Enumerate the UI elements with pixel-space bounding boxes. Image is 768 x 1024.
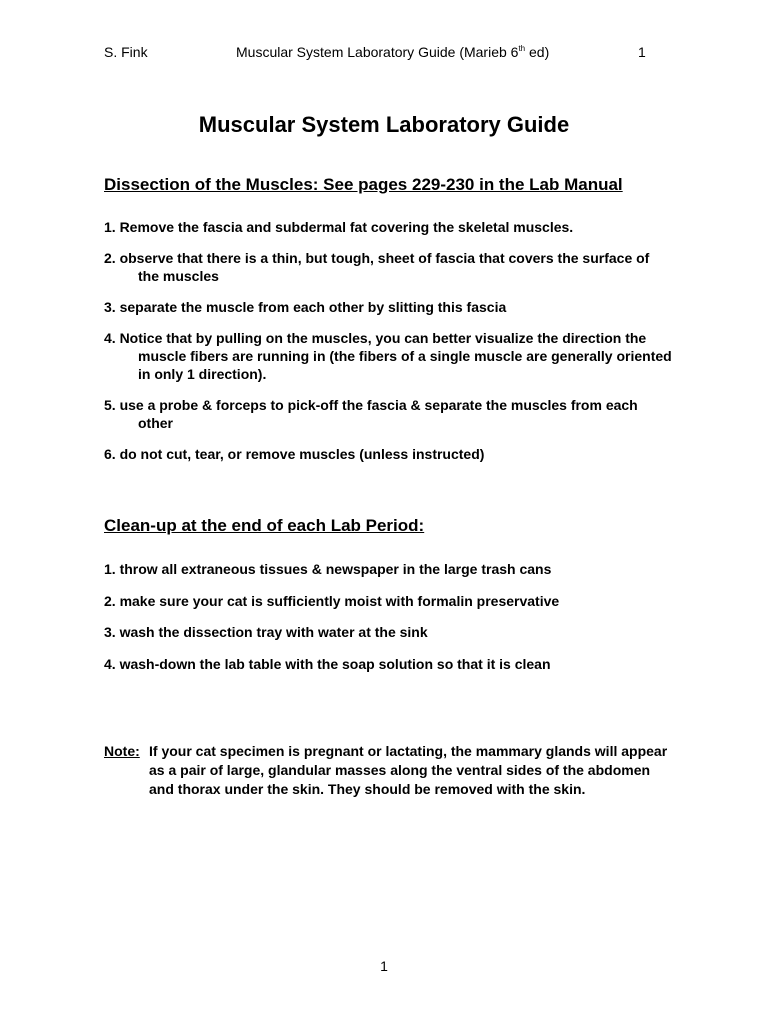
list-item: 3. separate the muscle from each other by slitting this fascia <box>104 299 507 315</box>
header-title <box>236 44 549 60</box>
list-item: 1. throw all extraneous tissues & newspaper in the large trash cans <box>104 561 552 577</box>
note-block <box>104 742 674 799</box>
section-heading-dissection: Dissection of the Muscles: See pages 229-230 in the Lab Manual <box>104 175 623 194</box>
note-label: Note: <box>104 743 140 759</box>
dissection-steps-list <box>104 218 674 476</box>
header-title-superscript: th <box>518 44 526 53</box>
list-item: 3. wash the dissection tray with water at the sink <box>104 624 428 640</box>
list-item: 4. wash-down the lab table with the soap solution so that it is clean <box>104 655 551 672</box>
note-text: If your cat specimen is pregnant or lactating, the mammary glands will appear as a pair of large, glandular masses along the ventral sides of the abdomen and thorax under the skin. They should be removed with the skin. <box>149 743 668 797</box>
header-title-suffix: ed) <box>525 44 550 60</box>
document-title: Muscular System Laboratory Guide <box>198 112 570 137</box>
list-item: 4. Notice that by pulling on the muscles, you can better visualize the direction the muscle fibers are running in (the fibers of a single muscle are generally oriented in only 1 direction). <box>104 330 672 382</box>
list-item: 6. do not cut, tear, or remove muscles (unless instructed) <box>104 446 485 462</box>
list-item: 2. observe that there is a thin, but tough, sheet of fascia that covers the surface of the muscles <box>104 250 650 284</box>
list-item: 5. use a probe & forceps to pick-off the fascia & separate the muscles from each other <box>104 397 638 431</box>
list-item: 1. Remove the fascia and subdermal fat covering the skeletal muscles. <box>104 219 574 235</box>
header-page-number: 1 <box>638 44 646 60</box>
header-author: S. Fink <box>104 44 148 60</box>
footer-page-number: 1 <box>380 958 388 974</box>
section-heading-cleanup: Clean-up at the end of each Lab Period: <box>104 516 425 535</box>
page-header <box>0 44 768 64</box>
header-title-text: Muscular System Laboratory Guide (Marieb 6 <box>236 44 519 60</box>
cleanup-steps-list <box>104 560 674 686</box>
list-item: 2. make sure your cat is sufficiently moist with formalin preservative <box>104 592 560 609</box>
